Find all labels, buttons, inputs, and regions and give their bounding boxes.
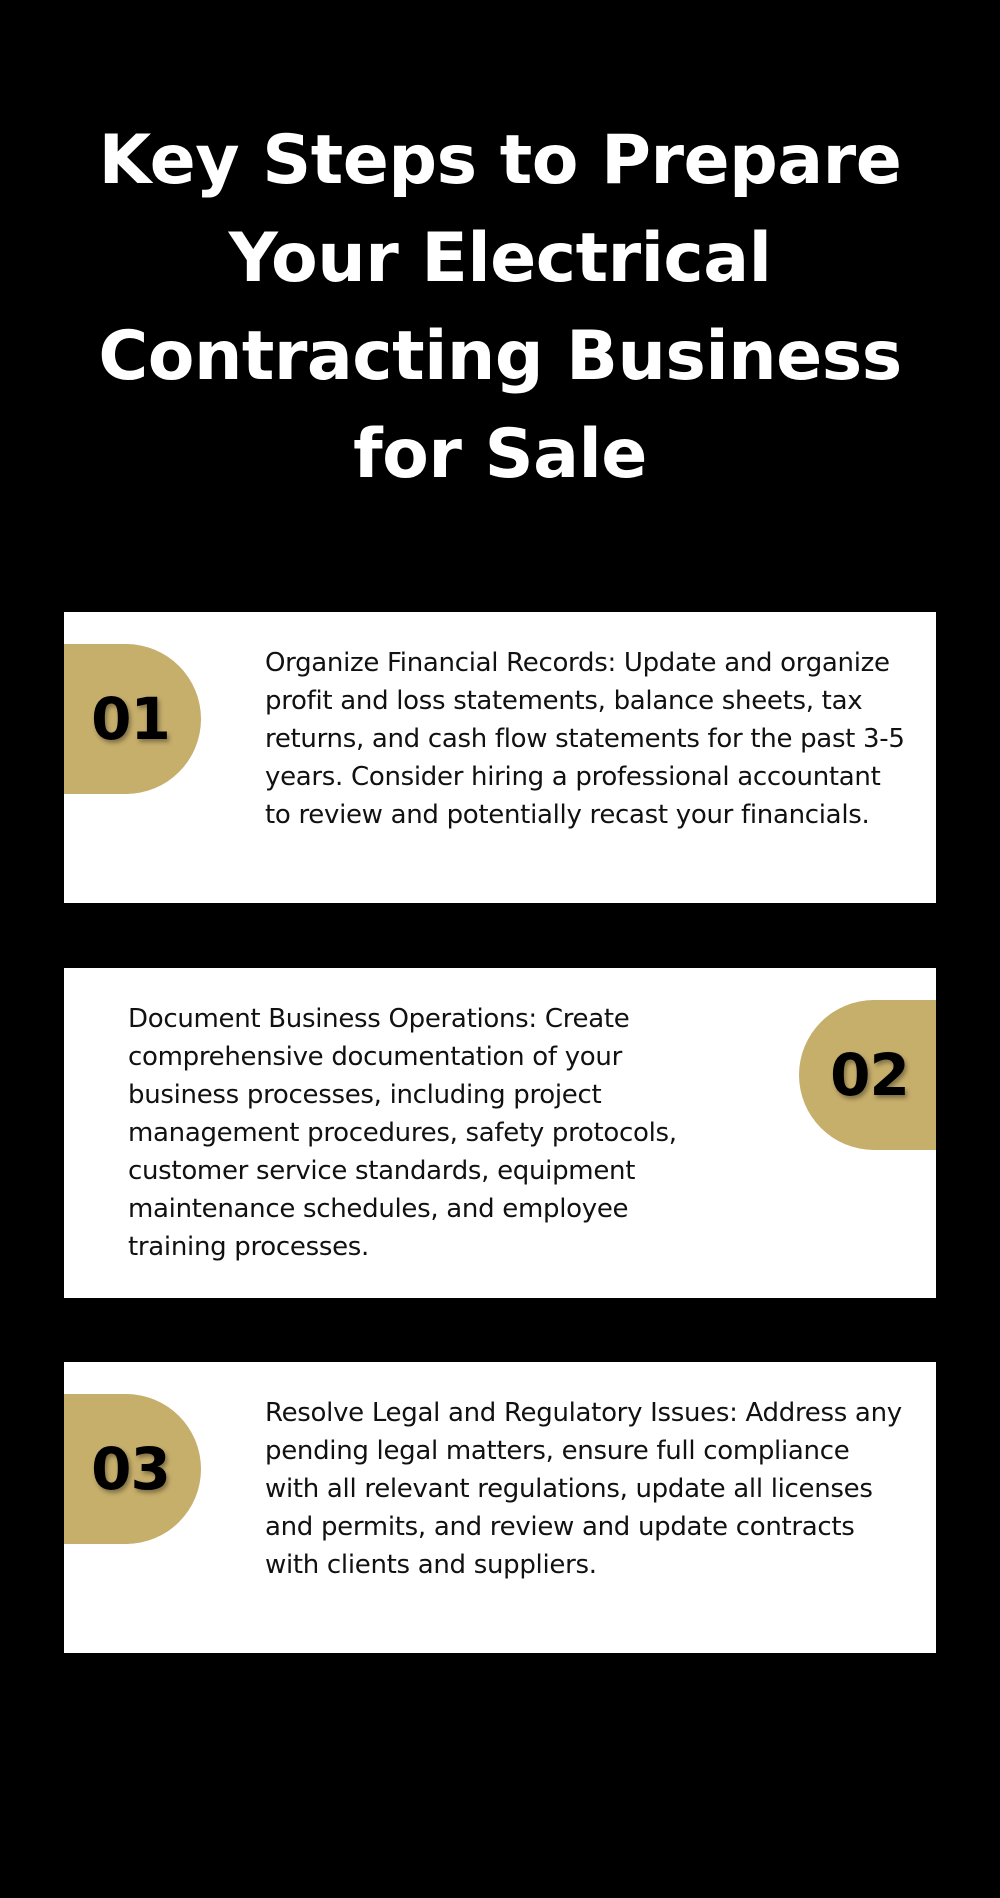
page-title: Key Steps to Prepare Your Electrical Contracting Business for Sale [98, 121, 902, 494]
step-description-1: Organize Financial Records: Update and organize profit and loss statements, balance sheets, tax returns, and cash flow statements for the past 3-5 years. Consider hiring a professional accountant to review and potentially recast your financials. [265, 648, 905, 830]
step-number-badge-2 [799, 1000, 936, 1150]
step-card-1 [64, 612, 936, 903]
step-number-3: 03 [91, 1435, 170, 1503]
step-description-2: Document Business Operations: Create comprehensive documentation of your business processes, including project management procedures, safety protocols, customer service standards, equipment maintenance schedules, and employee training processes. [128, 1004, 677, 1262]
step-number-2: 02 [830, 1041, 909, 1109]
step-number-badge-3 [64, 1394, 201, 1544]
step-card-3 [64, 1362, 936, 1653]
step-number-badge-1 [64, 644, 201, 794]
step-description-3: Resolve Legal and Regulatory Issues: Address any pending legal matters, ensure full compliance with all relevant regulations, update all licenses and permits, and review and update contracts with clients and suppliers. [265, 1398, 902, 1580]
step-number-1: 01 [91, 685, 170, 753]
step-card-2 [64, 968, 936, 1298]
